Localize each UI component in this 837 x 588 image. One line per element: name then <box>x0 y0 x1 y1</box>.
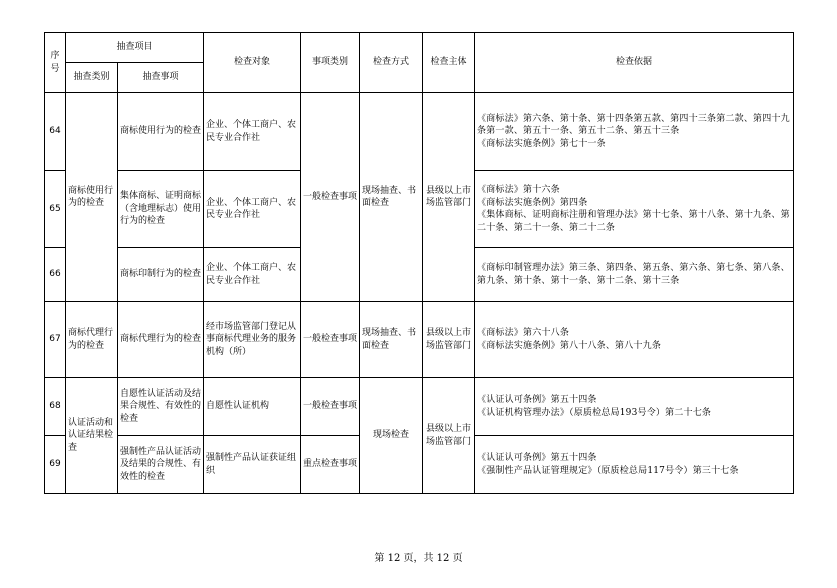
category-cell: 商标代理行为的检查 <box>66 302 118 378</box>
matter-cell: 商标代理行为的检查 <box>118 302 204 378</box>
target-cell: 自愿性认证机构 <box>204 378 301 436</box>
basis-line: 《商标法实施条例》第四条 <box>477 197 588 208</box>
basis-line: 《认证机构管理办法》（原质检总局193号令）第二十七条 <box>477 407 712 418</box>
target-cell: 企业、个体工商户、农民专业合作社 <box>204 93 301 171</box>
basis-line: 《强制性产品认证管理规定》（原质检总局117号令）第三十七条 <box>477 465 739 476</box>
matter-cell: 强制性产品认证活动及结果的合规性、有效性的检查 <box>118 436 204 494</box>
method-cell: 现场抽查、书面检查 <box>360 302 423 378</box>
basis-line: 《集体商标、证明商标注册和管理办法》第十七条、第十八条、第十九条、第二十条、第二十一条、第二十二条 <box>477 210 790 233</box>
header-matter: 抽查事项 <box>118 63 204 93</box>
subject-cell: 县级以上市场监管部门 <box>423 93 475 302</box>
category-cell: 商标使用行为的检查 <box>66 93 118 302</box>
row-seq: 69 <box>45 436 66 494</box>
basis-line: 《商标法》第十六条 <box>477 185 560 195</box>
table-row <box>45 302 794 378</box>
table-row <box>45 378 794 436</box>
basis-line: 《商标法实施条例》第八十八条、第八十九条 <box>477 340 662 351</box>
basis-line: 《商标法》第六十八条 <box>477 328 570 338</box>
row-seq: 68 <box>45 378 66 436</box>
target-cell: 强制性产品认证获证组织 <box>204 436 301 494</box>
header-category: 抽查类别 <box>66 63 118 93</box>
matter-cell: 商标使用行为的检查 <box>118 93 204 171</box>
basis-line: 《商标印制管理办法》第三条、第四条、第五条、第六条、第七条、第八条、第九条、第十条、第十一条、第十二条、第十三条 <box>477 263 790 286</box>
basis-line: 《商标法实施条例》第七十一条 <box>477 138 606 149</box>
basis-cell <box>475 248 794 302</box>
row-seq: 66 <box>45 248 66 302</box>
target-cell: 经市场监管部门登记从事商标代理业务的服务机构（所） <box>204 302 301 378</box>
category-cell: 认证活动和认证结果检查 <box>66 378 118 494</box>
header-target: 检查对象 <box>204 33 301 93</box>
page-footer: 第 12 页，共 12 页 <box>374 553 463 564</box>
basis-cell <box>475 436 794 494</box>
header-seq: 序号 <box>45 33 66 93</box>
target-cell: 企业、个体工商户、农民专业合作社 <box>204 248 301 302</box>
target-cell: 企业、个体工商户、农民专业合作社 <box>204 171 301 248</box>
type-cell: 一般检查事项 <box>301 378 360 436</box>
matter-cell: 自愿性认证活动及结果合规性、有效性的检查 <box>118 378 204 436</box>
basis-cell <box>475 302 794 378</box>
matter-cell: 集体商标、证明商标（含地理标志）使用行为的检查 <box>118 171 204 248</box>
method-cell: 现场抽查、书面检查 <box>360 93 423 302</box>
row-seq: 64 <box>45 93 66 171</box>
type-cell: 一般检查事项 <box>301 93 360 302</box>
subject-cell: 县级以上市场监管部门 <box>423 378 475 494</box>
subject-cell: 县级以上市场监管部门 <box>423 302 475 378</box>
row-seq: 67 <box>45 302 66 378</box>
inspection-table <box>44 32 794 494</box>
type-cell: 重点检查事项 <box>301 436 360 494</box>
matter-cell: 商标印制行为的检查 <box>118 248 204 302</box>
header-subject: 检查主体 <box>423 33 475 93</box>
basis-line: 《认证认可条例》第五十四条 <box>477 395 597 405</box>
table-row <box>45 93 794 171</box>
header-item-group: 抽查项目 <box>66 33 204 63</box>
header-basis: 检查依据 <box>475 33 794 93</box>
method-cell: 现场检查 <box>360 378 423 494</box>
type-cell: 一般检查事项 <box>301 302 360 378</box>
basis-line: 《认证认可条例》第五十四条 <box>477 453 597 463</box>
basis-line: 《商标法》第六条、第十条、第十四条第五款、第四十三条第二款、第四十九条第一款、第五十一条、第五十二条、第五十三条 <box>477 113 790 137</box>
basis-cell <box>475 93 794 171</box>
row-seq: 65 <box>45 171 66 248</box>
basis-cell <box>475 171 794 248</box>
header-method: 检查方式 <box>360 33 423 93</box>
header-type: 事项类别 <box>301 33 360 93</box>
basis-cell <box>475 378 794 436</box>
